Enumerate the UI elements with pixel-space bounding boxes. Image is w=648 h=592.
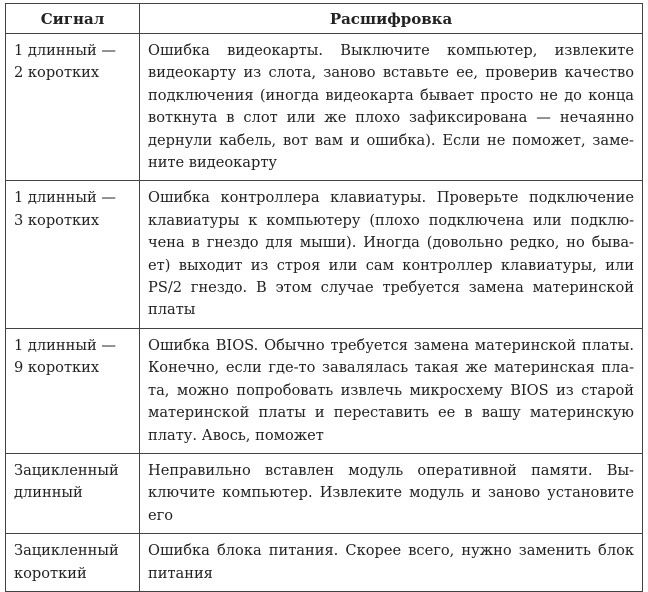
signal-cell xyxy=(6,453,140,533)
signal-line: Зацикленный xyxy=(14,461,119,479)
header-signal: Сигнал xyxy=(6,4,140,34)
signal-line: 1 длинный — xyxy=(14,42,116,59)
signal-line: 9 коротких xyxy=(14,359,100,377)
table-row xyxy=(6,181,643,328)
signal-cell xyxy=(6,534,140,592)
signal-line: короткий xyxy=(14,564,87,582)
decoding-cell xyxy=(140,453,643,533)
decoding-line: та, можно попробовать извлечь микросхему BIOS из старой xyxy=(148,381,634,399)
decoding-line: видеокарту из слота, заново вставьте ее, проверив качество xyxy=(148,64,634,82)
header-decoding: Расшифровка xyxy=(140,4,643,34)
signal-cell xyxy=(6,181,140,328)
decoding-cell xyxy=(140,34,643,181)
beep-codes-table xyxy=(5,3,643,592)
decoding-line: ните видеокарту xyxy=(148,154,277,172)
decoding-line: PS/2 гнездо. В этом случае требуется замена материнской xyxy=(148,279,634,297)
signal-line: Зацикленный xyxy=(14,542,119,560)
decoding-line: Неправильно вставлен модуль оперативной памяти. Вы- xyxy=(148,461,634,479)
signal-cell xyxy=(6,34,140,181)
decoding-cell xyxy=(140,328,643,453)
table-row xyxy=(6,534,643,592)
table-row xyxy=(6,328,643,453)
decoding-line: Ошибка BIOS. Обычно требуется замена материнской платы. xyxy=(148,336,634,354)
signal-cell xyxy=(6,328,140,453)
table-row xyxy=(6,453,643,533)
decoding-line: чена в гнездо для мыши). Иногда (довольно редко, но быва- xyxy=(148,234,634,252)
decoding-cell xyxy=(140,181,643,328)
table-row xyxy=(6,34,643,181)
table-header-row xyxy=(6,4,643,34)
decoding-line: Ошибка блока питания. Скорее всего, нужно заменить блок xyxy=(148,542,634,560)
decoding-line: Ошибка контроллера клавиатуры. Проверьте подключение xyxy=(148,189,634,207)
decoding-line: платы xyxy=(148,301,196,319)
signal-line: 1 длинный — xyxy=(14,189,116,207)
decoding-line: Ошибка видеокарты. Выключите компьютер, извлеките xyxy=(148,42,634,59)
signal-line: 3 коротких xyxy=(14,211,100,229)
decoding-line: подключения (иногда видеокарта бывает просто не до конца xyxy=(148,86,634,104)
decoding-line: ключите компьютер. Извлеките модуль и заново установите xyxy=(148,484,634,502)
decoding-line: плату. Авось, поможет xyxy=(148,426,324,444)
decoding-line: материнской платы и переставить ее в вашу материнскую xyxy=(148,404,634,422)
decoding-line: его xyxy=(148,506,174,524)
decoding-line: воткнута в слот или же плохо зафиксирована — нечаянно xyxy=(148,109,634,127)
signal-line: 2 коротких xyxy=(14,64,100,82)
decoding-line: клавиатуры к компьютеру (плохо подключена или подклю- xyxy=(148,211,634,229)
decoding-cell xyxy=(140,534,643,592)
decoding-line: питания xyxy=(148,564,213,582)
decoding-line: дернули кабель, вот вам и ошибка). Если не поможет, заме- xyxy=(148,131,634,149)
decoding-line: Конечно, если где-то завалялась такая же материнская пла- xyxy=(148,359,634,377)
signal-line: 1 длинный — xyxy=(14,336,116,354)
signal-line: длинный xyxy=(14,484,83,502)
decoding-line: ет) выходит из строя или сам контроллер клавиатуры, или xyxy=(148,256,634,274)
